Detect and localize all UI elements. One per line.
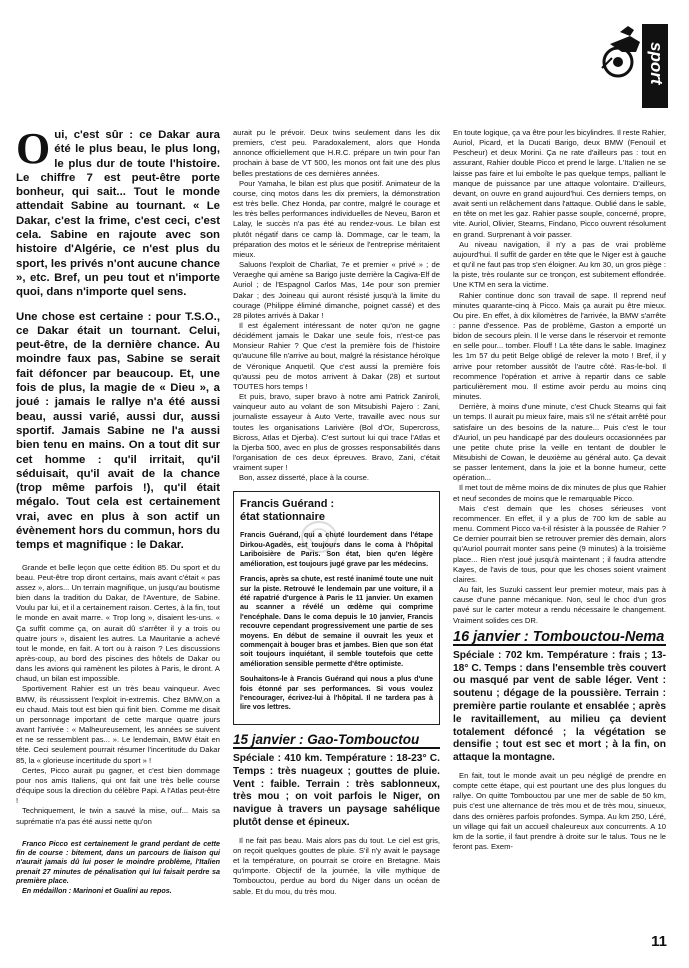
- body-paragraph: En toute logique, ça va être pour les bicylindres. Il reste Rahier, Auriol, Picard, et la Ducati Barigo, deux BMW (Fenouil et Pescheur) et deux Morini. Ça ne rate d'ailleurs pas : tout en assurant, Rahier double Picco et prend le large. L'Italien ne se laisse pas faire et lui emboîte le pas quelque temps, palliant le manque de puissance par une attaque volontaire. D'ailleurs, devant, on ouvre en grand aujourd'hui. Ces derniers temps, on avait senti un relâchement dans l'attaque. Oublié dans le sable, en tête on met les gaz. Rahier passe souple, concerné, propre, vite. Auriol, Olivier, Stearns, Findano, Picco ouvrent résolument en grand. Surprenant à voir passer.: [453, 128, 666, 239]
- box-paragraph: Francis Guérand, qui a chuté lourdement dans l'étape Dirkou-Agadès, est toujours dans le coma à l'hôpital Lariboisière de Paris. Son état, bien qu'en légère amélioration, est toujours jugé grave par les médecins.: [240, 530, 433, 568]
- lead-paragraph: Oui, c'est sûr : ce Dakar aura été le plus beau, le plus long, le plus dur de toute l'histoire. Le chiffre 7 est peut-être porte bonheur, qui sait... Tout le monde attendait Sabine au tournant. « Le Dakar, c'est la frime, c'est ceci, c'est cela. Sabine en rajoute avec son histoire d'Algérie, ce n'est plus du sport, les privés n'ont aucune chance », etc. Bref, un peu tout et n'importe quoi, dans n'importe quel sens.: [16, 124, 220, 299]
- stage-heading-gao-tombouctou: 15 janvier : Gao-Tombouctou: [233, 735, 440, 749]
- stage-heading-tombouctou-nema: 16 janvier : Tombouctou-Nema: [453, 628, 665, 645]
- section-label: sport: [647, 42, 666, 85]
- lead-paragraph-2: Une chose est certaine : pour T.S.O., ce Dakar était un tournant. Celui, peut-être, de la dernière chance. Au moindre faux pas, Sabine se serait fait défoncer par beaucoup. Et, une fois de plus, la magie de « Dieu », a joué : jamais le rallye n'a été aussi beau, aussi varié, aussi dur, aussi sportif. Jamais Sabine ne l'a aussi bien tenu en mains. On a tout dit sur cet homme : qu'il irritait, qu'il séduisait, qu'il avait de la chance (trop même parfois !), qu'il était mégalo. Tout cela est certainement vrai, avec en plus à son actif un évènement hors du commun, hors du temps et magnifique : le Dakar.: [16, 310, 220, 552]
- body-paragraph: aurait pu le prévoir. Deux twins seulement dans les dix premiers, c'est peu. Paradoxalement, alors que Honda annonce officiellement que H.R.C. prépare un twin pour l'an prochain à base de VT 500, les monos ont fait une des plus belles prestations de ces dernières années.: [233, 128, 440, 178]
- body-paragraph: Grande et belle leçon que cette édition 85. Du sport et du beau. Peut-être trop diront certains, mais avant c'était « pas assez », alors... Un terrain magnifique, un jusqu'au boutisme bien dans la tradition du Dakar, de l'Aventure, de Sabine. Voulu par lui, et il a certainement raison. Certes, à la fin, tout le monde en avait marre. « Trop long », disaient les-uns. « Ça suffit comme ça, on aurait dû s'arrêter il y a trois ou quatre jours », disaient les autres. La Mauritanie a achevé tout le monde, en fait. A tort ou à raison ? Les discussions après-coup, au bord des piscines des hôtels de Dakar ou dans les avions qui ramènent les pilotes à Paris, le diront. A chaud, un bilan est impossible.: [16, 562, 220, 684]
- stage-info: Spéciale : 702 km. Température : frais ; 13-18° C. Temps : dans l'ensemble très couvert ou masqué par vent de sable léger. Vent : soutenu ; dégage de la poussière. Terrain : première partie roulante et ensablée ; après le ravitaillement, au milieu ça devient totalement défoncé ; la végétation se densifie ; tout est sec et mort ; à la fin, on attaque la montagne.: [453, 649, 666, 764]
- body-paragraph: Derrière, à moins d'une minute, c'est Chuck Stearns qui fait un temps. Il aurait pu mieux faire, mais s'il ne s'était arrêté pour satisfaire un des besoins de la nature... Puis c'est le tour d'Auriol, un peu handicapé par des douleurs occasionnées par une petite chute prise la veille en tentant de doubler le Mitsubishi de Cowan, le deuxième au général auto. Ça devait se passer lentement, dans la joie et la bonne humeur, cette opération...: [453, 402, 666, 483]
- body-paragraph: Et puis, bravo, super bravo à notre ami Patrick Zaniroli, vainqueur auto au volant de son Mitsubishi Pajero : Zani, journaliste essayeur à Auto Verte, travaille avec nous sur toutes les organisations Larivière (Bol d'Or, Supercross, Bicross, Atlas et Djerba). C'est surtout lui qui trace l'Atlas et la Djerba 500, avec en plus de grosses responsabilités dans l'organisation de ces deux épreuves. Bravo, Zani, c'était vraiment super !: [233, 392, 440, 473]
- body-paragraph: Saluons l'exploit de Charliat, 7e et premier « privé » ; de Veraeghe qui amène sa Barigo juste derrière la Cagiva-Elf de Auriol ; de l'Espagnol Carlos Mas, 14e pour son premier Dakar ; des Joineau qui auront résisté jusqu'à la limite du courage (Philippe éliminé dimanche, poignet cassé) et des 28 pilotes arrivés à Dakar !: [233, 260, 440, 320]
- box-paragraph: Souhaitons-le à Francis Guérand qui nous a plus d'une fois étonné par ses performances. Si vous voulez l'encourager, écrivez-lui à l'hôpital. Il ne tardera pas à lire vos lettres.: [240, 674, 433, 712]
- article-column-2: [233, 128, 440, 897]
- body-paragraph: Techniquement, le twin a sauvé la mise, ouf... Mais sa suprématie n'a pas été aussi nette qu'on: [16, 806, 220, 826]
- article-column-3: [453, 128, 666, 852]
- body-paragraph: Rahier continue donc son travail de sape. Il reprend neuf minutes quarante-cinq à Picco. Mais ça aurait pu être mieux. Ou pire. En effet, à dix kilomètres de l'arrivée, la BMW s'arrête : panne d'essence. Pas de problème, Gaston a emporté un bidon de secours plein. Il le verse dans le réservoir et remonte en selle pour... tomber. Flouff ! La tête dans le sable. Imaginez les 1m 57 du petit Belge obligé de relever la moto ! Bref, il y arrive pour retomber aussitôt de l'autre côté. Ras-le-bol. Il recommence l'opération et arrive à repartir dans ce sable particulièrement mou. Il estime avoir perdu au moins cinq minutes.: [453, 290, 666, 402]
- box-paragraph: Francis, après sa chute, est resté inanimé toute une nuit sur la piste. Retrouvé le lendemain par une voiture, il a été rapatrié d'urgence à Paris le 11 janvier. Un examen au scanner a révélé un œdème qui comprime l'encéphale. Dans le coma depuis le 10 janvier, Francis recouvre cependant progressivement une partie de ses moyens. En début de semaine il ouvrait les yeux et commençait à bouger bras et jambes. Bien que son état soit toujours inquiétant, il semble toutefois que cette amélioration sensible permette d'être optimiste.: [240, 574, 433, 668]
- body-paragraph: Certes, Picco aurait pu gagner, et c'est bien dommage pour nos amis Italiens, qui ont fait une très belle course d'équipe sous la direction du célèbre Papi. A l'Atlas peut-être !: [16, 765, 220, 806]
- sport-section-emblem: [600, 22, 670, 108]
- stage-info: Spéciale : 410 km. Température : 18-23° C. Temps : très nuageux ; gouttes de pluie. Vent : faible. Terrain : très sablonneux, très mou ; on voit parfois le Niger, on navigue à travers un paysage sahélique plutôt dense et épineux.: [233, 752, 440, 828]
- body-paragraph: Pour Yamaha, le bilan est plus que positif. Animateur de la course, cinq motos dans les dix premiers, la démonstration est très belle. Chez Honda, par contre, malgré le courage et les très belles performances individuelles de Neveu, Baron et Lalay, le succès n'a pas été au rendez-vous. Le bilan est plutôt négatif dans ce camp là. Dommage, car le team, la préparation des motos et le sérieux de l'entreprise méritaient mieux.: [233, 178, 440, 259]
- body-paragraph: Au niveau navigation, il n'y a pas de vrai problème aujourd'hui. Il suffit de garder en tête que le Niger est à gauche et qu'il ne faut pas trop s'en éloigner. Au km 30, un gros piège : la piste, très roulante sur ce tronçon, est subitement effondrée. Une KTM en sera la victime.: [453, 239, 666, 290]
- body-paragraph: En fait, tout le monde avait un peu négligé de prendre en compte cette étape, qui est pourtant une des plus longues du rallye. On quitte Tombouctou par une mer de sable de 50 km, puis c'est une alternance de très mou et de très mou, sinueux, dans des ornières parfois profondes. Sympa. Au km 250, Léré, un village qui fait un accueil chaleureux aux concurrents. A 10 km de la sortie, il faut prendre à droite sur le talus. Tous ne le feront pas. Exem-: [453, 770, 666, 852]
- photo-caption-medallion: En médaillon : Marinoni et Gualini au repos.: [22, 885, 172, 895]
- body-paragraph: Il est également intéressant de noter qu'on ne gagne décidément jamais le Dakar une seule fois, n'est-ce pas Monsieur Rahier ? Que c'est la première fois de l'histoire qu'aucune fille n'arrive au bout, malgré la résistance héroïque de Véronique Anquetil. Que c'est aussi la première fois qu'aussi peu de motos arrivent à Dakar (28) et surtout TOUTES hors temps !: [233, 320, 440, 391]
- body-paragraph: Mais c'est demain que les choses sérieuses vont recommencer. En effet, il y a plus de 700 km de sable au menu. Comment Picco va-t-il résister à la poussée de Rahier ? Ce dernier pourrait bien se retrouver premier dès demain, alors qu'Auriol pourrait monter sans peine (9 minutes) à la troisième place... Rien n'est joué jusqu'à maintenant ; il faudra attendre Kayes, de l'avis de tous, pour que les choses soient vraiment claires.: [453, 503, 666, 584]
- stamp-watermark: [300, 520, 338, 554]
- body-paragraph: Bon, assez disserté, place à la course.: [239, 473, 370, 483]
- body-paragraph: Il met tout de même moins de dix minutes de plus que Rahier et neuf secondes de moins que le remarquable Picco.: [453, 483, 666, 503]
- dropcap: O: [16, 124, 51, 173]
- article-column-1: [16, 124, 220, 895]
- body-paragraph: Il ne fait pas beau. Mais alors pas du tout. Le ciel est gris, on reçoit quelques gouttes de pluie. S'il n'y avait le paysage et la température, on pourrait se croire en Bretagne. Mais qu'importe. Objectif de la journée, la ville mythique de Tombouctou, perdue au bord du Niger dans un océan de sable. Et du mou, du très mou.: [233, 835, 440, 896]
- body-paragraph: Sportivement Rahier est un très beau vainqueur. Avec BMW, ils réussissent l'exploit in-extremis. Chez BMW,on a eu chaud. Mais tout est bien qui finit bien. Comme me disait un personnage important de cette marque quatre jours avant l'arrivée : « Malheureusement, les années se suivent et ne se ressemblent pas... ». Le lendemain, BMW était en tête. Ceci seulement pourrait résumer l'incertitude du Dakar 85, la « glorieuse incertitude du sport » !: [16, 684, 220, 765]
- body-paragraph: Au fait, les Suzuki cassent leur premier moteur, mais pas à cause d'une panne mécanique. Non, seul le choc d'un gros pavé sur le carter moteur a rendu nécessaire le changement. Vraiment solides ces DR.: [453, 585, 666, 625]
- photo-caption: Franco Picco est certainement le grand perdant de cette fin de course : bitement, dans un parcours de liaison qui n'aurait jamais dû lui poser le moindre problème, l'Italien prenait 27 minutes de pénalisation qui lui faisait perdre sa première place.: [16, 838, 220, 886]
- box-title: Francis Guérand : état stationnaire: [240, 498, 335, 524]
- page-number: 11: [651, 933, 667, 950]
